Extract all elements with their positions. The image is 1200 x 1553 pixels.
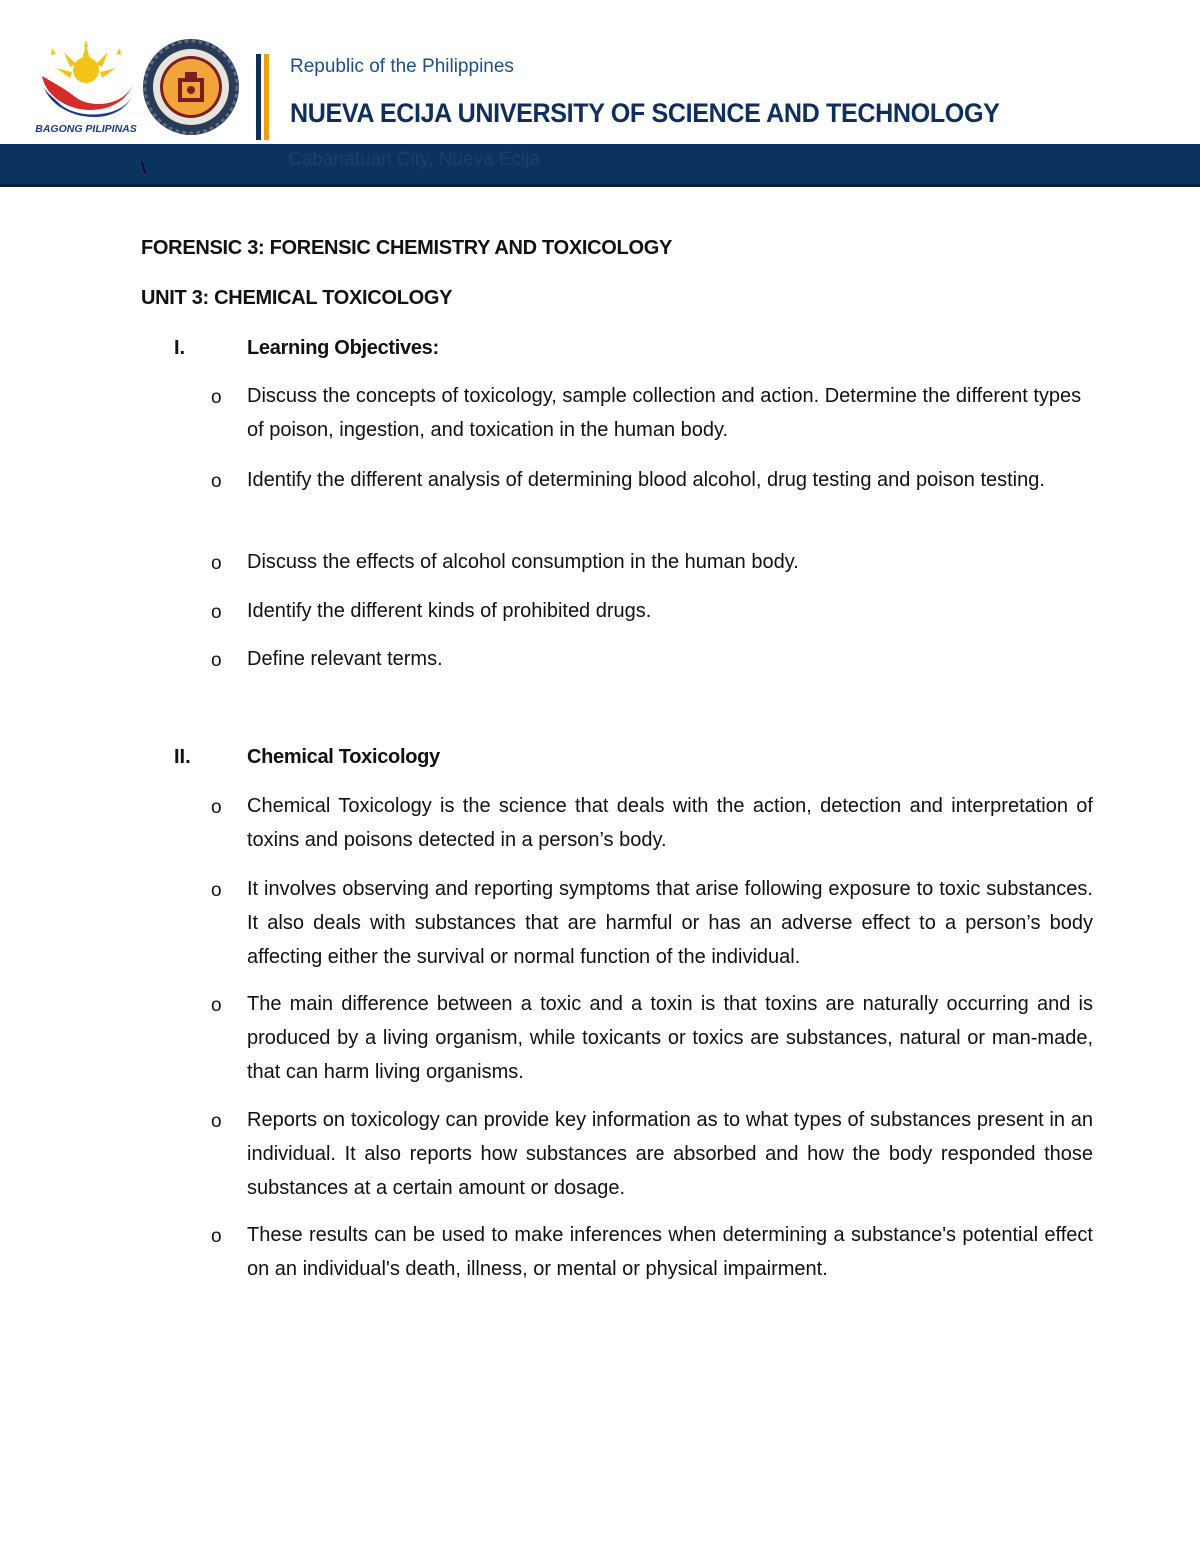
header-divider-blue [256, 54, 261, 140]
section-number: I. [174, 337, 186, 359]
list-bullet: o [211, 471, 222, 492]
list-item: Discuss the concepts of toxicology, sample collection and action. Determine the different types of poison, ingestion, and toxication in the human body. [247, 385, 1082, 441]
university-name: NUEVA ECIJA UNIVERSITY OF SCIENCE AND TECHNOLOGY [290, 98, 1000, 128]
list-bullet: o [211, 650, 222, 671]
list-item: It involves observing and reporting symptoms that arise following exposure to toxic substances. It also deals with substances that are harmful or has an adverse effect to a person’s body affecting either the survival or normal function of the individual. [247, 878, 1093, 968]
list-item: Discuss the effects of alcohol consumption in the human body. [247, 551, 799, 573]
republic-text: Republic of the Philippines [290, 56, 514, 77]
list-bullet: o [211, 1111, 222, 1132]
course-title: FORENSIC 3: FORENSIC CHEMISTRY AND TOXICOLOGY [141, 237, 672, 259]
city-text: Cabanatuan City, Nueva Ecija [288, 149, 541, 170]
section-number: II. [174, 746, 191, 768]
list-item: Define relevant terms. [247, 648, 443, 670]
list-bullet: o [211, 995, 222, 1016]
list-item: Chemical Toxicology is the science that deals with the action, detection and interpretation of toxins and poisons detected in a person’s body. [247, 795, 1093, 851]
header-band [0, 144, 1200, 187]
list-item: Identify the different kinds of prohibited drugs. [247, 600, 652, 622]
list-item: Identify the different analysis of determining blood alcohol, drug testing and poison testing. [247, 469, 1045, 491]
document-header [0, 0, 1200, 190]
bagong-pilipinas-logo [30, 36, 142, 136]
unit-title: UNIT 3: CHEMICAL TOXICOLOGY [141, 287, 453, 309]
bagong-pilipinas-wordmark: BAGONG PILIPINAS [35, 123, 137, 135]
stray-mark: \ [141, 158, 146, 177]
university-seal [142, 38, 240, 136]
list-bullet: o [211, 797, 222, 818]
list-bullet: o [211, 602, 222, 623]
list-bullet: o [211, 553, 222, 574]
list-item: These results can be used to make inferences when determining a substance's potential effect on an individual's death, illness, or mental or physical impairment. [247, 1224, 1093, 1280]
section-heading: Learning Objectives: [247, 337, 439, 359]
header-divider-orange [264, 54, 269, 140]
section-heading: Chemical Toxicology [247, 746, 440, 768]
list-bullet: o [211, 387, 222, 408]
list-item: The main difference between a toxic and a toxin is that toxins are naturally occurring and is produced by a living organism, while toxicants or toxics are substances, natural or man-made, that can harm living organisms. [247, 993, 1093, 1083]
list-item: Reports on toxicology can provide key information as to what types of substances present in an individual. It also reports how substances are absorbed and how the body responded those substances at a certain amount or dosage. [247, 1109, 1093, 1199]
list-bullet: o [211, 880, 222, 901]
list-bullet: o [211, 1226, 222, 1247]
